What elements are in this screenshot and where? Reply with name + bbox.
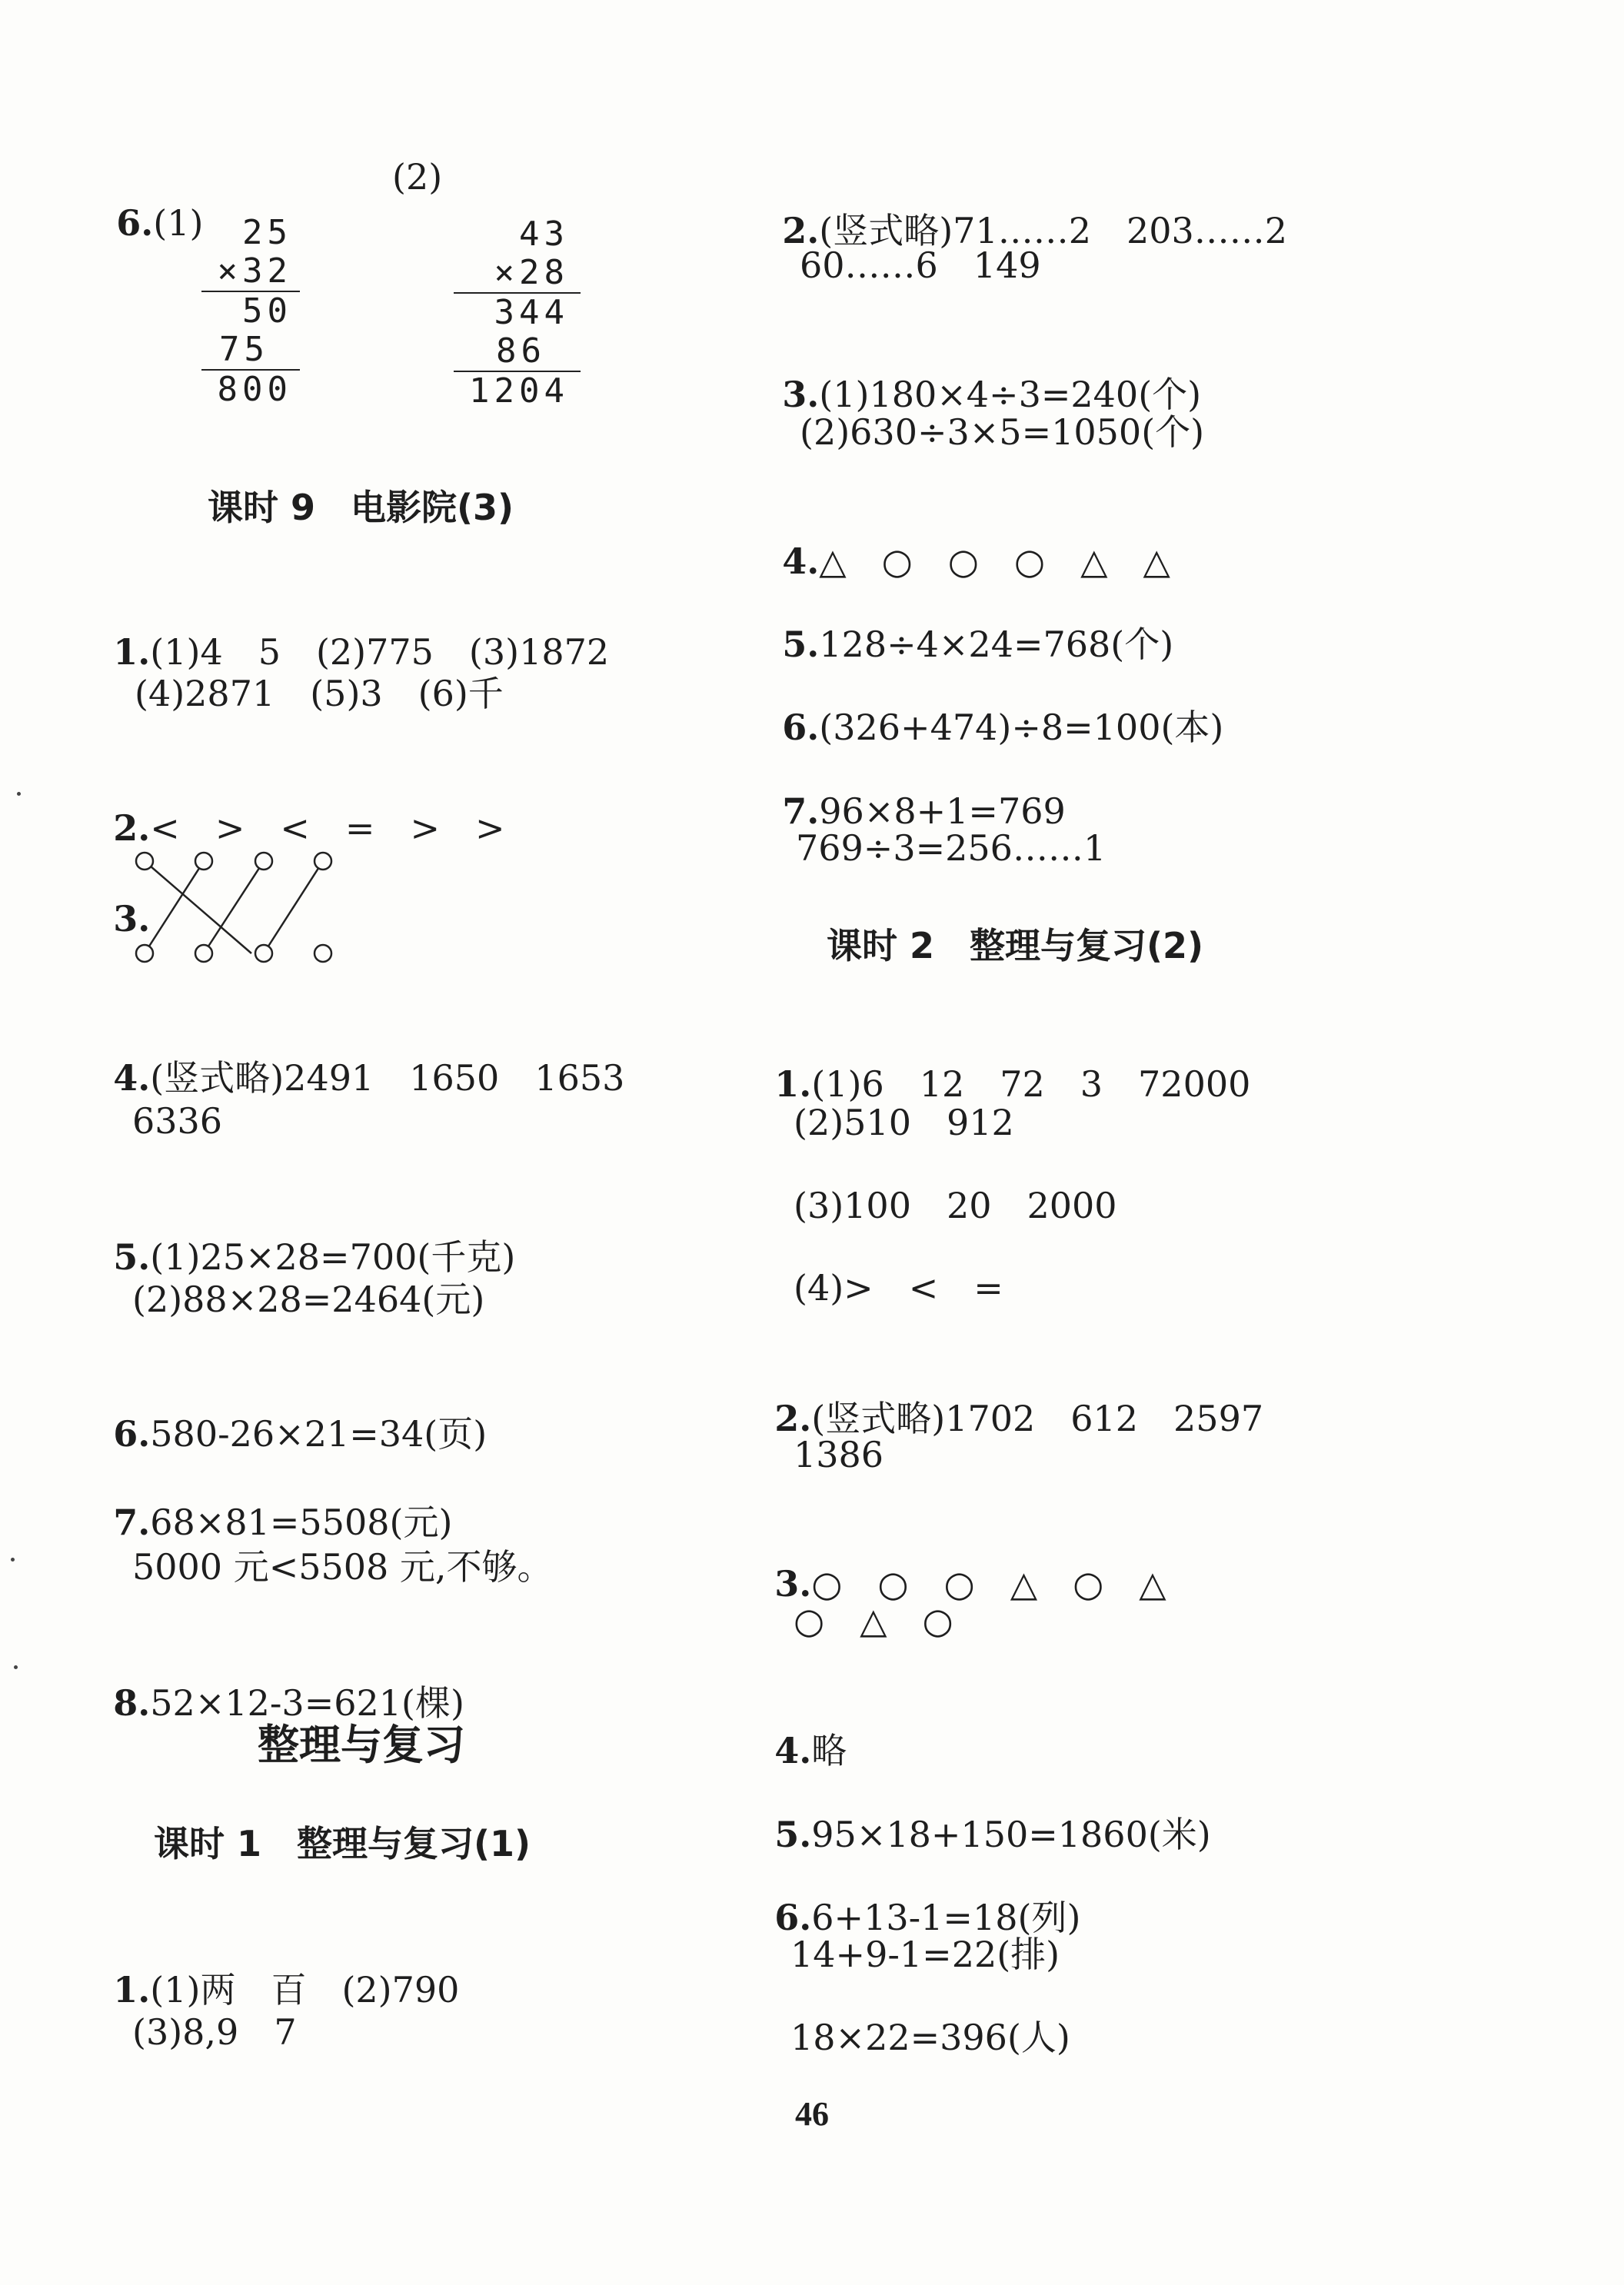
- right-line-6: [760, 575, 1173, 667]
- calc2-row4: 86: [496, 331, 546, 371]
- scan-speck: [11, 1558, 15, 1562]
- match-dot-bottom-3: [255, 945, 272, 962]
- review1-q1-text: (1)两 百 (2)790: [150, 1969, 460, 2011]
- lesson9-line-5: [91, 1009, 624, 1101]
- lesson9-q4-text: (竖式略)2491 1650 1653: [150, 1057, 625, 1099]
- review1-q6-text: (326+474)÷8=100(本): [819, 707, 1224, 748]
- review1-q4-text: △ ○ ○ ○ △ △: [819, 540, 1170, 582]
- right-line-3: [760, 325, 1201, 417]
- lesson9-q4-number: 4.: [113, 1057, 151, 1099]
- right-line-11: (2)510 912: [794, 1102, 1014, 1143]
- review2-q2-text: (竖式略)1702 612 2597: [811, 1398, 1264, 1439]
- heading-lesson9: 课时 9 电影院(3): [208, 487, 514, 528]
- lesson9-q2-number: 2.: [113, 807, 151, 849]
- review2-q5-text: 95×18+150=1860(米): [811, 1814, 1211, 1855]
- match-line-4: [264, 861, 323, 953]
- review1-q4-number: 4.: [782, 540, 820, 582]
- review1-q5-text: 128÷4×24=768(个): [819, 624, 1174, 665]
- review2-q5-number: 5.: [774, 1814, 812, 1855]
- review2-q4-text: 略: [811, 1730, 847, 1771]
- right-line-18: [752, 1681, 847, 1774]
- lesson9-line-3: [91, 759, 505, 851]
- right-line-2: 60……6 149: [800, 244, 1041, 286]
- right-line-12: (3)100 20 2000: [794, 1185, 1117, 1226]
- lesson9-q7-text: 68×81=5508(元): [150, 1502, 453, 1543]
- right-line-1: [760, 161, 1287, 254]
- lesson9-line-12: [91, 1634, 464, 1726]
- q6-number: 6.: [116, 202, 154, 244]
- calc1-row3: 50: [242, 291, 292, 331]
- match-dot-bottom-1: [136, 945, 153, 962]
- review1-q7-number: 7.: [782, 790, 820, 832]
- q6-part2-label: (2): [392, 156, 443, 198]
- lesson9-line-9: [91, 1365, 487, 1457]
- review2-q3-text: ○ ○ ○ △ ○ △: [811, 1563, 1166, 1605]
- review1-q1-number: 1.: [113, 1969, 151, 2011]
- review2-q4-number: 4.: [774, 1730, 812, 1771]
- match-line-1: [145, 861, 251, 953]
- q6-part1: (1): [153, 202, 204, 244]
- lesson9-line-2: (4)2871 (5)3 (6)千: [135, 673, 504, 714]
- heading-lesson1: 课时 1 整理与复习(1): [154, 1823, 531, 1864]
- match-line-3: [204, 861, 264, 953]
- lesson9-line-6: 6336: [132, 1100, 223, 1142]
- match-dot-top-2: [195, 853, 212, 870]
- lesson9-q5-number: 5.: [113, 1236, 151, 1278]
- review2-q1-text: (1)6 12 72 3 72000: [811, 1063, 1251, 1105]
- calc1-row1: 25: [242, 213, 292, 252]
- review2-q2-number: 2.: [774, 1398, 812, 1439]
- right-line-14: [752, 1349, 1263, 1442]
- right-line-21: 14+9-1=22(排): [790, 1934, 1060, 1975]
- right-line-7: [760, 658, 1223, 750]
- review2-q1-number: 1.: [774, 1063, 812, 1105]
- lesson9-q1-text: (1)4 5 (2)775 (3)1872: [150, 631, 610, 673]
- right-line-13: (4)> < =: [794, 1267, 1003, 1309]
- calc1-row2: ×32: [217, 251, 292, 291]
- match-dot-top-4: [314, 853, 331, 870]
- calc2-row1: 43: [519, 215, 569, 254]
- right-line-16: [752, 1515, 1166, 1607]
- review1-line-1: [91, 1921, 459, 2013]
- right-line-17: ○ △ ○: [794, 1600, 953, 1641]
- review2-q6-number: 6.: [774, 1897, 812, 1938]
- review1-q3-text: (1)180×4÷3=240(个): [819, 374, 1202, 415]
- lesson9-q8-number: 8.: [113, 1682, 151, 1724]
- right-line-15: 1386: [794, 1434, 884, 1475]
- review1-q2-number: 2.: [782, 210, 820, 251]
- lesson9-q7-number: 7.: [113, 1502, 151, 1543]
- right-line-19: [752, 1765, 1211, 1858]
- match-dot-bottom-4: [314, 945, 331, 962]
- right-line-22: 18×22=396(人): [790, 2017, 1070, 2058]
- right-line-4: (2)630÷3×5=1050(个): [800, 411, 1205, 453]
- review1-line-2: (3)8,9 7: [132, 2011, 297, 2053]
- review1-q2-text: (竖式略)71……2 203……2: [819, 210, 1288, 251]
- lesson9-q6-text: 580-26×21=34(页): [150, 1413, 488, 1455]
- calc2-row2: ×28: [494, 253, 569, 292]
- review1-q7-text: 96×8+1=769: [819, 790, 1066, 832]
- lesson9-q2-text: < > < = > >: [150, 807, 505, 849]
- lesson9-line-8: (2)88×28=2464(元): [132, 1279, 485, 1320]
- scan-speck: [14, 1665, 18, 1669]
- heading-review: 整理与复习: [258, 1721, 465, 1769]
- right-line-8: [760, 742, 1066, 834]
- match-dot-top-3: [255, 853, 272, 870]
- scan-speck: [17, 792, 21, 796]
- lesson9-q3-number: 3.: [113, 898, 151, 940]
- calc2-row5: 1204: [469, 371, 569, 411]
- right-line-5: [760, 492, 1170, 584]
- match-line-2: [145, 861, 204, 953]
- review1-q5-number: 5.: [782, 624, 820, 665]
- matching-diagram: [131, 846, 346, 969]
- review1-q3-number: 3.: [782, 374, 820, 415]
- review2-q6-text: 6+13-1=18(列): [811, 1897, 1081, 1938]
- right-line-20: [752, 1848, 1080, 1941]
- right-line-9: 769÷3=256……1: [796, 827, 1107, 869]
- calc2-row3: 344: [494, 293, 569, 332]
- lesson9-line-7: [91, 1188, 515, 1280]
- match-dot-bottom-2: [195, 945, 212, 962]
- lesson9-q8-text: 52×12-3=621(棵): [150, 1682, 464, 1724]
- calc1-row5: 800: [217, 370, 292, 409]
- lesson9-line-11: 5000 元<5508 元,不够。: [132, 1546, 553, 1588]
- lesson9-line-1: [91, 583, 609, 675]
- lesson9-q6-number: 6.: [113, 1413, 151, 1455]
- review2-q3-number: 3.: [774, 1563, 812, 1605]
- match-dot-top-1: [136, 853, 153, 870]
- lesson9-q1-number: 1.: [113, 631, 151, 673]
- heading-lesson2: 课时 2 整理与复习(2): [827, 925, 1204, 966]
- calc1-row4: 75: [219, 330, 269, 369]
- lesson9-q5-text: (1)25×28=700(千克): [150, 1236, 516, 1278]
- lesson9-line-10: [91, 1453, 452, 1545]
- review1-q6-number: 6.: [782, 707, 820, 748]
- right-line-10: [752, 1015, 1250, 1107]
- page-number: 46: [795, 2095, 829, 2133]
